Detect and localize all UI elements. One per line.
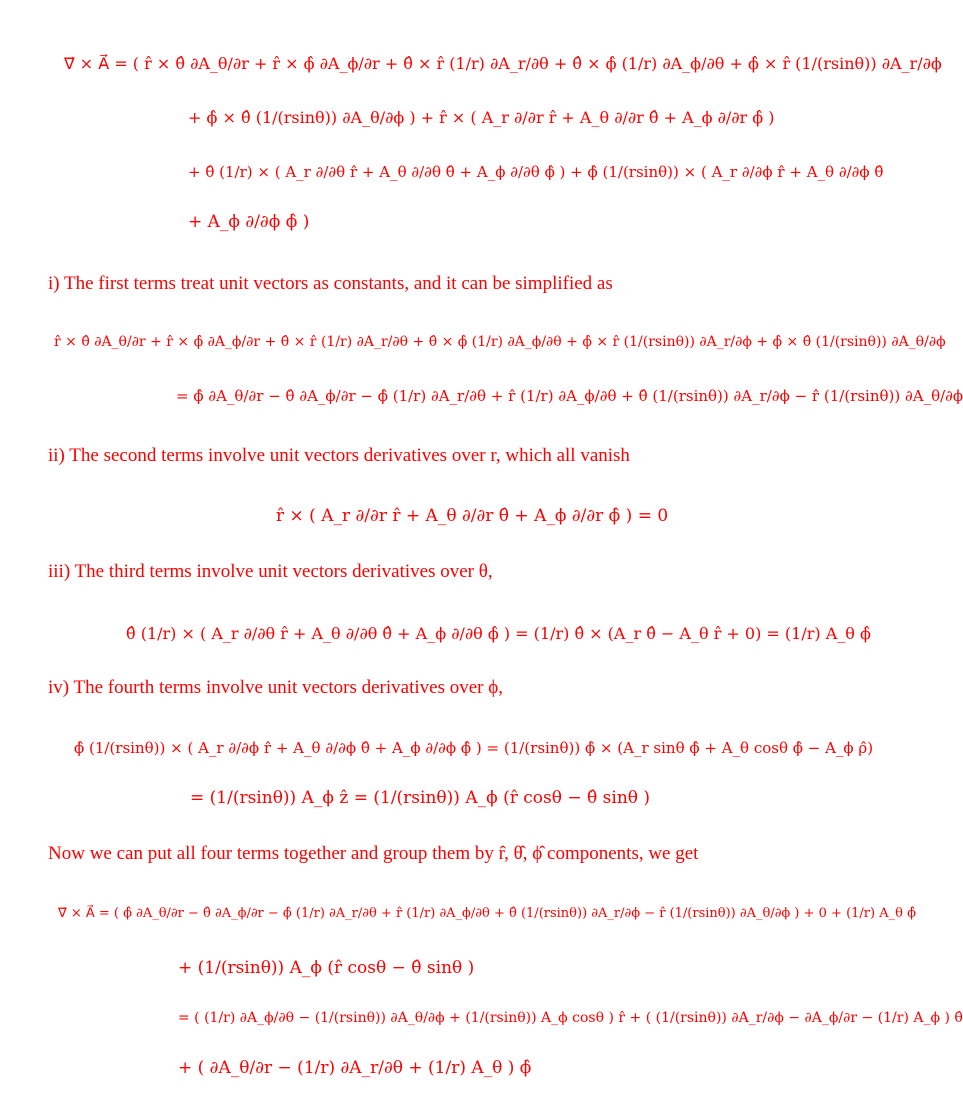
- equation-second-terms: r̂ × ( A_r ∂/∂r r̂ + A_θ ∂/∂r θ̂ + A_ϕ ∂/∂r ϕ̂ ) = 0: [276, 506, 669, 526]
- equation-curl-expansion-line-3: + θ̂ (1/r) × ( A_r ∂/∂θ r̂ + A_θ ∂/∂θ θ̂ + A_ϕ ∂/∂θ ϕ̂ ) + ϕ̂ (1/(rsinθ)) × ( A_r ∂/∂ϕ r̂ + A_θ ∂/∂ϕ θ̂: [188, 163, 884, 181]
- equation-first-terms-line-1: r̂ × θ̂ ∂A_θ/∂r + r̂ × ϕ̂ ∂A_ϕ/∂r + θ̂ × r̂ (1/r) ∂A_r/∂θ + θ̂ × ϕ̂ (1/r) ∂A_ϕ/∂θ + ϕ̂ × r̂ (1/(rsinθ)) ∂A_r/∂ϕ + ϕ̂ × θ̂ (1/(rsinθ)) ∂A_θ/∂ϕ: [54, 334, 946, 350]
- equation-first-terms-line-2: = ϕ̂ ∂A_θ/∂r − θ̂ ∂A_ϕ/∂r − ϕ̂ (1/r) ∂A_r/∂θ + r̂ (1/r) ∂A_ϕ/∂θ + θ̂ (1/(rsinθ)) ∂A_r/∂ϕ − r̂ (1/(rsinθ)) ∂A_θ/∂ϕ: [176, 387, 963, 405]
- paragraph-fourth-terms: iv) The fourth terms involve unit vectors derivatives over ϕ,: [48, 677, 503, 698]
- paragraph-third-terms: iii) The third terms involve unit vectors derivatives over θ,: [48, 561, 493, 582]
- equation-final-line-1: ∇⃗ × A⃗ = ( ϕ̂ ∂A_θ/∂r − θ̂ ∂A_ϕ/∂r − ϕ̂ (1/r) ∂A_r/∂θ + r̂ (1/r) ∂A_ϕ/∂θ + θ̂ (1/(rsinθ)) ∂A_r/∂ϕ − r̂ (1/(rsinθ)) ∂A_θ/∂ϕ ) + 0 + (1/r) A_θ ϕ̂: [58, 906, 916, 921]
- equation-curl-expansion-line-1: ∇⃗ × A⃗ = ( r̂ × θ̂ ∂A_θ/∂r + r̂ × ϕ̂ ∂A_ϕ/∂r + θ̂ × r̂ (1/r) ∂A_r/∂θ + θ̂ × ϕ̂ (1/r) ∂A_ϕ/∂θ + ϕ̂ × r̂ (1/(rsinθ)) ∂A_r/∂ϕ: [64, 54, 942, 73]
- paragraph-second-terms: ii) The second terms involve unit vectors derivatives over r, which all vanish: [48, 445, 630, 466]
- equation-curl-expansion-line-4: + A_ϕ ∂/∂ϕ ϕ̂ ): [188, 212, 310, 232]
- equation-fourth-terms-line-1: ϕ̂ (1/(rsinθ)) × ( A_r ∂/∂ϕ r̂ + A_θ ∂/∂ϕ θ̂ + A_ϕ ∂/∂ϕ ϕ̂ ) = (1/(rsinθ)) ϕ̂ × (A_r sinθ ϕ̂ + A_θ cosθ ϕ̂ − A_ϕ ρ̂): [74, 739, 874, 757]
- equation-final-line-2: + (1/(rsinθ)) A_ϕ (r̂ cosθ − θ̂ sinθ ): [178, 958, 475, 978]
- equation-final-line-4: + ( ∂A_θ/∂r − (1/r) ∂A_r/∂θ + (1/r) A_θ ) ϕ̂: [178, 1058, 532, 1078]
- equation-curl-expansion-line-2: + ϕ̂ × θ̂ (1/(rsinθ)) ∂A_θ/∂ϕ ) + r̂ × ( A_r ∂/∂r r̂ + A_θ ∂/∂r θ̂ + A_ϕ ∂/∂r ϕ̂ ): [188, 108, 775, 127]
- paragraph-first-terms: i) The first terms treat unit vectors as constants, and it can be simplified as: [48, 273, 613, 294]
- equation-final-line-3: = ( (1/r) ∂A_ϕ/∂θ − (1/(rsinθ)) ∂A_θ/∂ϕ + (1/(rsinθ)) A_ϕ cosθ ) r̂ + ( (1/(rsinθ)) ∂A_r/∂ϕ − ∂A_ϕ/∂r − (1/r) A_ϕ ) θ̂: [178, 1010, 963, 1026]
- paragraph-combine-terms: Now we can put all four terms together and group them by r̂, θ̂, ϕ̂ components, we get: [48, 843, 699, 864]
- equation-fourth-terms-line-2: = (1/(rsinθ)) A_ϕ ẑ = (1/(rsinθ)) A_ϕ (r̂ cosθ − θ̂ sinθ ): [190, 788, 651, 808]
- equation-third-terms: θ̂ (1/r) × ( A_r ∂/∂θ r̂ + A_θ ∂/∂θ θ̂ + A_ϕ ∂/∂θ ϕ̂ ) = (1/r) θ̂ × (A_r θ̂ − A_θ r̂ + 0) = (1/r) A_θ ϕ̂: [126, 624, 871, 643]
